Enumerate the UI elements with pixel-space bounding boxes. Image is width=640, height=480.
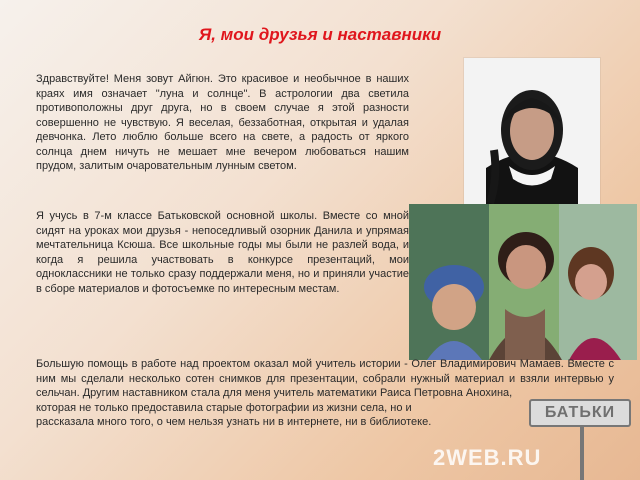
village-sign: БАТЬКИ [529,399,631,427]
mentors-paragraph-line-2: которая не только предоставила старые фотографии из жизни села, но и [36,401,412,414]
friends-photo-illustration [409,204,637,360]
mentors-paragraph [36,357,614,430]
mentors-paragraph-line-3: рассказала много того, о чем нельзя узнать ни в интернете, ни в библиотеке. [36,416,432,428]
friends-photo [409,204,637,360]
mentors-paragraph-main: Большую помощь в работе над проектом оказал мой учитель истории - Олег Владимирович Мамаев. Вместе с ним мы сделали несколько сотен снимков для презентации, собрали нужный материал и взяли интервью у сельчан. Другим наставником стала для меня учитель математики Раиса Петровна Анохина, [36,358,614,399]
portrait-photo-illustration [464,58,600,208]
site-watermark: 2WEB.RU [433,445,542,470]
school-paragraph: Я учусь в 7-м классе Батьковской основной школы. Вместе со мной сидят на уроках мои друзья - непоседливый озорник Данила и упрямая мечтательница Ксюша. Все школьные годы мы были не разлей вода, и когда я решила участвовать в конкурсе презентаций, мои одноклассники не только сразу поддержали меня, но и приняли участие в сборе материалов и фотосъемке по интересным местам. [36,210,409,295]
page-title: Я, мои друзья и наставники [198,25,442,44]
portrait-photo [464,58,600,208]
sign-post [580,426,584,480]
intro-paragraph: Здравствуйте! Меня зовут Айгюн. Это красивое и необычное в наших краях имя означает "луна и солнце". В астрологии два светила противоположны друг друга, но в своем случае я этой разности совершенно не чувствую. Я веселая, беззаботная, открытая и удалая девчонка. Лето люблю больше всего на свете, а радость от яркого солнца днем ничуть не мешает мне вечером любоваться нашим прудом, залитым очаровательным лунным светом. [36,73,409,172]
